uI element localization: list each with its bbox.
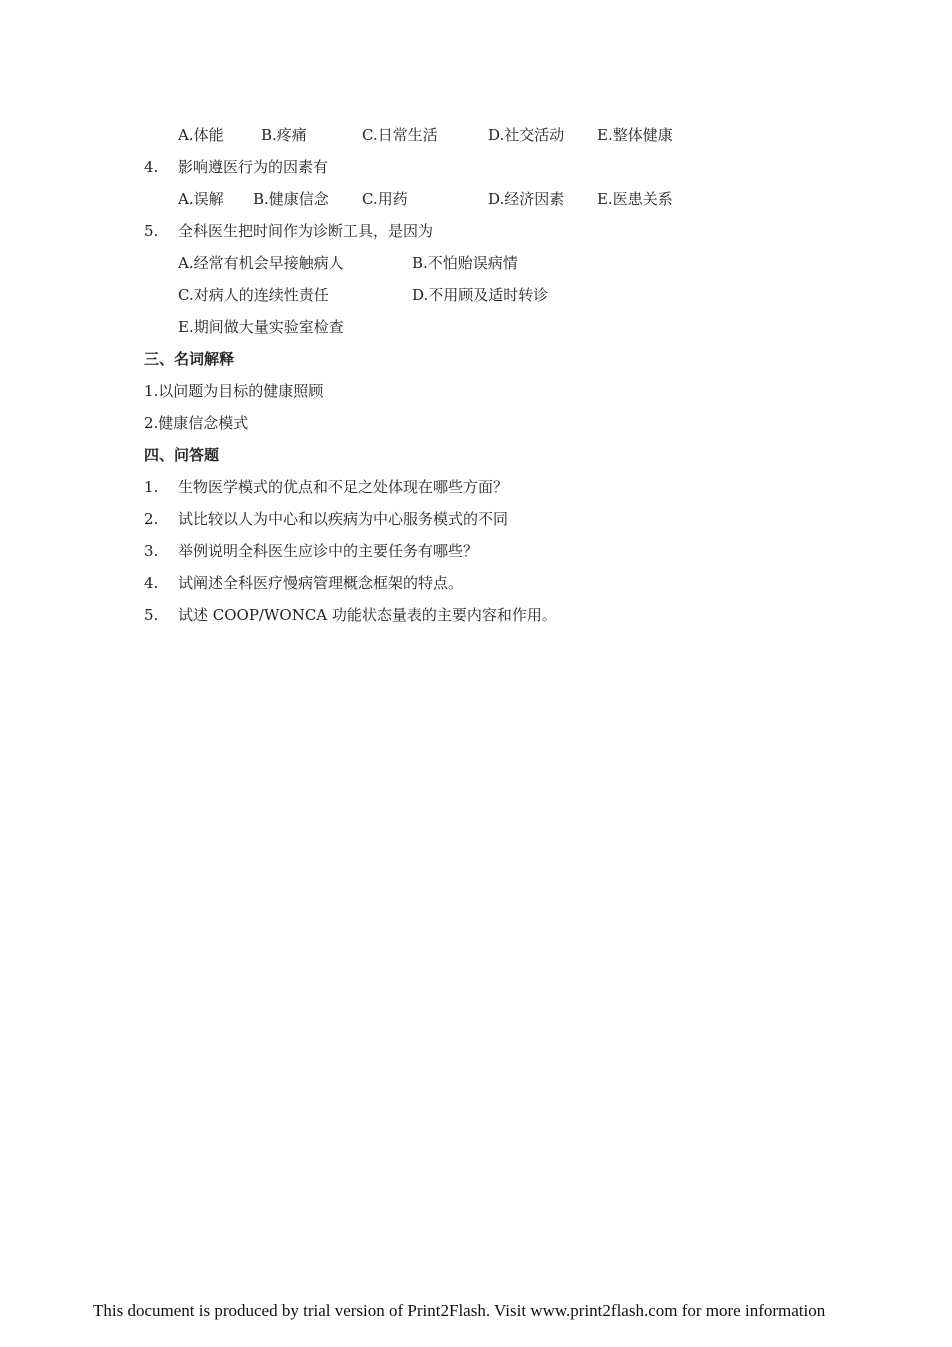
question-number: 2. bbox=[144, 510, 159, 528]
trial-watermark-footer: This document is produced by trial version of Print2Flash. Visit www.print2flash.com for more information bbox=[93, 1301, 826, 1320]
q4-option-b: B.健康信念 bbox=[253, 190, 329, 208]
question-text: 生物医学模式的优点和不足之处体现在哪些方面？ bbox=[178, 478, 509, 496]
question-text: 举例说明全科医生应诊中的主要任务有哪些？ bbox=[178, 542, 479, 560]
question-number: 3. bbox=[144, 542, 159, 560]
q3-option-b: B.疼痛 bbox=[261, 126, 307, 144]
question-number: 5. bbox=[144, 222, 159, 240]
q5-option-a: A.经常有机会早接触病人 bbox=[178, 254, 344, 272]
q4-option-a: A.误解 bbox=[178, 190, 224, 208]
q5-option-e: E.期间做大量实验室检查 bbox=[178, 318, 344, 336]
q3-option-a: A.体能 bbox=[178, 126, 224, 144]
q3-option-d: D.社交活动 bbox=[488, 126, 565, 144]
q3-option-e: E.整体健康 bbox=[597, 126, 673, 144]
q4-option-c: C.用药 bbox=[362, 190, 408, 208]
q5-option-c: C.对病人的连续性责任 bbox=[178, 286, 329, 304]
question-text: 全科医生把时间作为诊断工具，是因为 bbox=[178, 222, 434, 240]
term-item: 1.以问题为目标的健康照顾 bbox=[144, 382, 324, 400]
term-item: 2.健康信念模式 bbox=[144, 414, 249, 432]
question-text: 试比较以人为中心和以疾病为中心服务模式的不同 bbox=[178, 510, 509, 528]
q5-option-d: D.不用顾及适时转诊 bbox=[412, 286, 549, 304]
question-number: 5. bbox=[144, 606, 159, 624]
q5-option-b: B.不怕贻误病情 bbox=[412, 254, 518, 272]
q4-option-d: D.经济因素 bbox=[488, 190, 565, 208]
section-heading: 四、问答题 bbox=[144, 446, 220, 464]
question-text: 影响遵医行为的因素有 bbox=[178, 158, 329, 176]
section-heading: 三、名词解释 bbox=[144, 350, 235, 368]
question-text: 试阐述全科医疗慢病管理概念框架的特点。 bbox=[178, 574, 464, 592]
q3-option-c: C.日常生活 bbox=[362, 126, 438, 144]
q4-option-e: E.医患关系 bbox=[597, 190, 673, 208]
question-number: 1. bbox=[144, 478, 159, 496]
question-number: 4. bbox=[144, 574, 159, 592]
question-number: 4. bbox=[144, 158, 159, 176]
question-text: 试述 COOP/WONCA 功能状态量表的主要内容和作用。 bbox=[178, 606, 557, 624]
